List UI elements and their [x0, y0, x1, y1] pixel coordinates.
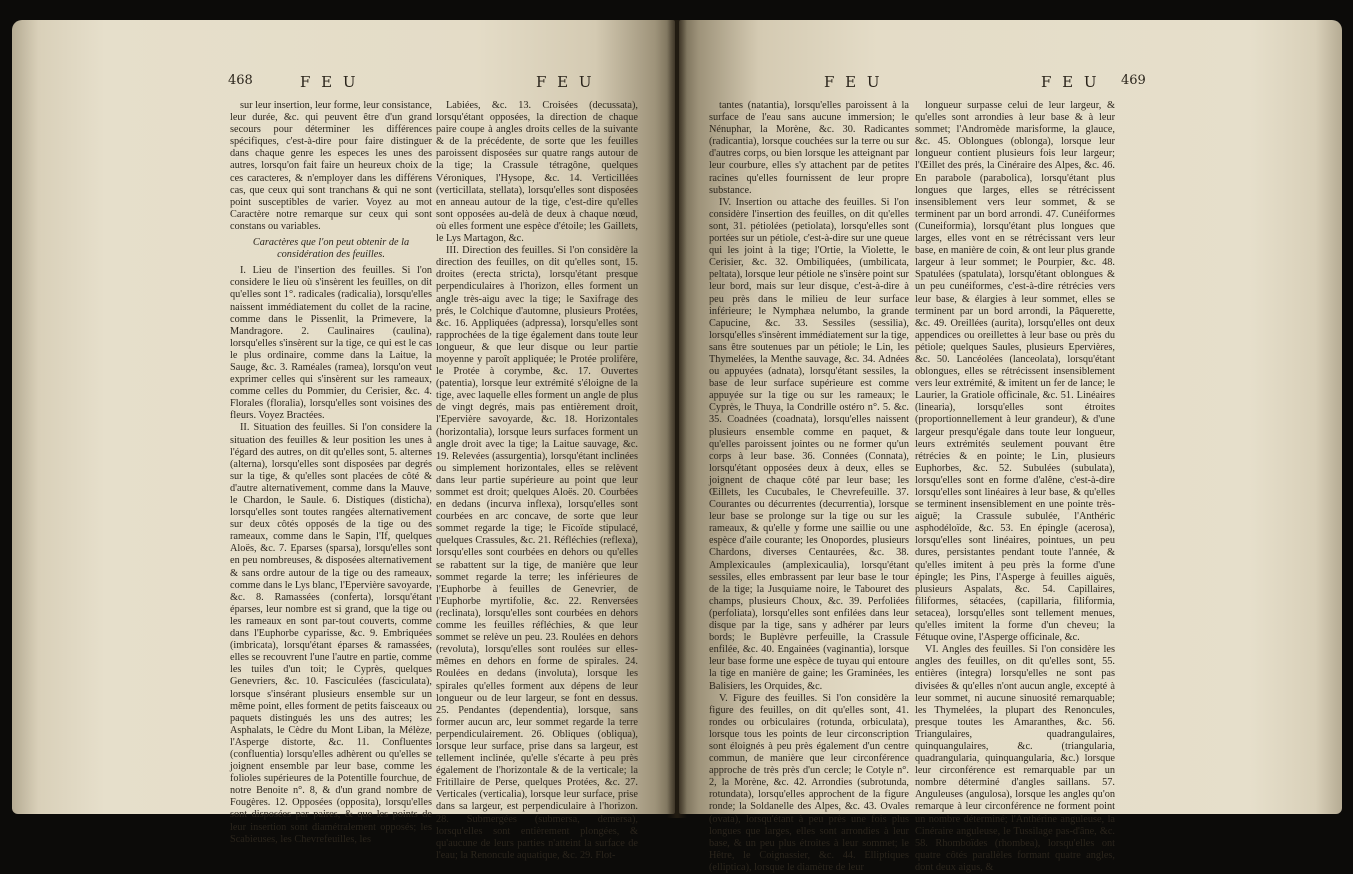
right-head-word-1: F E U [824, 73, 883, 91]
left-running-head [12, 73, 675, 95]
right-running-head [679, 73, 1342, 95]
right-head-word-2: F E U [1041, 73, 1100, 91]
left-page [12, 20, 675, 861]
col2-paragraph-1: Labiées, &c. 13. Croisées (decussata), lorsqu'étant opposées, la direction de chaque paire coupe à angles droits celles de la suivante & de la précédente, de sorte que les feuilles paroissent disposées sur quatre rangs autour de la tige; la Crassule tétragône, quelques Véroniques, l'Hysope, &c. 14. Verticillées (verticillata, stellata), lorsqu'elles sont disposées en anneau autour de la tige, c'est-dire qu'elles sont opposées au-delà de deux à chaque nœud, où elles forment une espèce d'étoile; les Gaillets, le Lys Martagon, &c. [436, 100, 638, 245]
col1-paragraph-1: sur leur insertion, leur forme, leur consistance, leur durée, &c. qui peuvent être d'un grand secours pour déterminer les différences spécifiques, c'est-à-dire pour faire distinguer dans chaque genre les especes les unes des autres, lorsqu'on fait faire un heureux choix de ces caracteres, & n'employer dans les différens cas, que ceux qui sont tranchans & qui ne sont point susceptibles de varier. Voyez au mot Caractère notre remarque sur ceux qui sont constans ou variables. [230, 100, 432, 232]
col3-paragraph-3: V. Figure des feuilles. Si l'on considère la figure des feuilles, on dit qu'elles sont, 41. rondes ou orbiculaires (rotunda, orbiculata), lorsque tous les points de leur circonscription sont éloignés à peu près également d'un centre commun, de manière que leur circonférence approche de très près d'un cercle; le Cotyle n°. 2, la Morène, &c. 42. Arrondies (subrotunda, rotundata), lorsqu'elles approchent de la figure ronde; la Soldanelle des Alpes, &c. 43. Ovales (ovata), lorsqu'étant à peu près une fois plus longues que larges, elles sont arrondies à leur base, & un peu plus étroites à leur sommet; le Hêtre, le Coignassier, &c. 44. Elliptiques (elliptica), lorsque le diamètre de leur [709, 692, 909, 873]
col4-paragraph-2: VI. Angles des feuilles. Si l'on considère les angles des feuilles, on dit qu'elles sont, 55. entières (integra) lorsqu'elles ne sont pas divisées & qu'elles n'ont aucun angle, excepté à leur sommet, ni aucune sinuosité remarquable; les Thymelées, la plupart des Renoncules, presque toutes les Amaranthes, &c. 56. Triangulaires, quadrangulaires, quinquangulaires, &c. (triangularia, quadrangularia, quinquangularia, &c.) lorsque leur circonférence est remarquable par un nombre déterminé d'angles saillans. 57. Anguleuses (angulosa), lorsque les angles qu'on remarque à leur circonférence ne forment point un nombre déterminé; l'Anthérine anguleuse, la Cinéraire anguleuse, le Tussilage pas-d'âne, &c. 58. Rhomboïdes (rhombea), lorsqu'elles ont quatre côtés parallèles formant quatre angles, dont deux aigus, & [915, 644, 1115, 873]
open-book [12, 20, 1342, 873]
col4-paragraph-1: longueur surpasse celui de leur largeur, & qu'elles sont arrondies à leur base & à leur sommet; l'Andromède marisforme, la glauce, &c. 45. Oblongues (oblonga), lorsque leur longueur contient plusieurs fois leur largeur; l'Œillet des prés, la Cinéraire des Alpes, &c. 46. En parabole (parabolica), lorsqu'étant plus longues que larges, elles se rétrécissent insensiblement vers leur sommet, & se terminent par un bord arrondi. 47. Cunéiformes (Cuneiformia), lorsqu'étant plus longues que larges, elles vont en se rétrécissant vers leur base, en manière de coin, & ont leur plus grande largeur à leur sommet; le Pourpier, &c. 48. Spatulées (spatulata), lorsqu'étant oblongues & un peu cunéiformes, c'est-à-dire rétrécies vers leur base, & élargies à leur sommet, elles se terminent par un bord arrondi, la Pâquerette, &c. 49. Oreillées (aurita), lorsqu'elles ont deux appendices ou oreillettes à leur base ou près du pétiole; quelques Saules, plusieurs Epervières, &c. 50. Lancéolées (lanceolata), lorsqu'étant oblongues, elles se rétrécissent insensiblement vers leur extrémité, & imitent un fer de lance; le Laurier, la Gratiole officinale, &c. 51. Linéaires (linearia), lorsqu'elles sont étroites (proportionnellement à leur grandeur), & d'une largeur presqu'égale dans toute leur longueur, leurs extrémités seulement pouvant être rétrécies & en pointe; le Lin, plusieurs Euphorbes, &c. 52. Subulées (subulata), lorsqu'elles sont en forme d'alêne, c'est-à-dire lorsqu'elles sont linéaires à leur base, & qu'elles se terminent insensiblement en une pointe très-aiguë; la Crassule subulée, l'Anthéric asphodéloïde, &c. 53. En épingle (acerosa), lorsqu'elles sont linéaires, pointues, un peu dures, persistantes pendant toute l'année, & qu'elles imitent à peu près la forme d'une épingle; les Pins, l'Asperge à feuilles aiguës, plusieurs Aspalats, &c. 54. Capillaires, filiformes, sétacées, (capillaria, filiformia, setacea), lorsqu'elles sont tellement menues, qu'elles imitent la forme d'un cheveu; la Fétuque ovine, l'Asperge officinale, &c. [915, 100, 1115, 644]
col2-paragraph-2: III. Direction des feuilles. Si l'on considère la direction des feuilles, on dit qu'elles sont, 15. droites (erecta stricta), lorsqu'étant presque perpendiculaires à l'horizon, elles forment un angle très-aigu avec la tige; le Saxifrage des prés, le Colchique d'automne, plusieurs Protées, &c. 16. Appliquées (adpressa), lorsqu'elles sont rapprochées de la tige également dans toute leur longueur, & que leur disque ou leur partie moyenne y paroît appliquée; le Protée prolifère, le Protée à corymbe, &c. 17. Ouvertes (patentia), lorsque leur extrémité s'éloigne de la tige, avec laquelle elles forment un angle de plus de vingt degrés, mais pas entièrement droit, l'Epervière savoyarde, &c. 18. Horizontales (horizontalia), lorsque leurs surfaces forment un angle droit avec la tige; la Laitue sauvage, &c. 19. Relevées (assurgentia), lorsqu'étant inclinées ou simplement horizontales, elles se relèvent dans leur partie supérieure au point que leur sommet est droit; quelques Aloës. 20. Courbées en dedans (incurva inflexa), lorsqu'elles sont courbées en arc concave, de sorte que leur sommet regarde la tige; le Ficoïde stipulacé, quelques Crassules, &c. 21. Réfléchies (reflexa), lorsqu'elles sont courbées en dehors ou qu'elles se rabattent sur la tige, de manière que leur sommet regarde la terre; les inférieures de l'Euphorbe à feuilles de Genevrier, de l'Euphorbe myrtifolie, &c. 22. Renversées (reclinata), lorsqu'elles sont courbées en dehors comme les feuilles réfléchies, & que leur sommet se relève un peu. 23. Roulées en dehors (revoluta), lorsqu'elles sont roulées sur elles-mêmes en dehors en forme de spirales. 24. Roulées en dedans (involuta), lorsque les spirales qu'elles forment aux dépens de leur longueur ou de leur largeur, se font en dessus. 25. Pendantes (dependentia), lorsque, sans former aucun arc, leur sommet regarde la terre perpendiculairement. 26. Obliques (obliqua), lorsque leur surface, prise dans sa largeur, est tellement inclinée, qu'elle s'écarte à peu près également de l'horizontale & de la verticale; la Fritillaire de Perse, quelques Protées, &c. 27. Verticales (verticalia), lorsque leur surface, prise dans sa largeur, est perpendiculaire à l'horizon. 28. Submergées (submersa, demersa), lorsqu'elles sont entièrement plongées, & qu'aucune de leurs parties n'atteint la surface de l'eau; la Renoncule aquatique, &c. 29. Flot- [436, 245, 638, 861]
column-1 [230, 100, 432, 845]
column-3 [709, 100, 909, 873]
col1-paragraph-3: I. Lieu de l'insertion des feuilles. Si l'on considere le lieu où s'insèrent les feuilles, on dit qu'elles sont 1°. radicales (radicalia), lorsqu'elles naissent immédiatement du collet de la racine, comme dans le Pissenlit, la Primevere, la Mandragore. 2. Caulinaires (caulina), lorsqu'elles s'insèrent sur la tige, ce qui est le cas le plus ordinaire, comme dans la Laitue, la Sauge, &c. 3. Raméales (ramea), lorsqu'on veut exprimer celles qui s'insèrent sur les rameaux, comme celles du Pommier, du Cerisier, &c. 4. Florales (floralia), lorsqu'elles sont voisines des fleurs. Voyez Bractées. [230, 265, 432, 422]
right-page [679, 20, 1342, 873]
col3-paragraph-1: tantes (natantia), lorsqu'elles paroissent à la surface de l'eau sans aucune immersion; le Nénuphar, la Morène, &c. 30. Radicantes (radicantia), lorsque couchées sur la terre ou sur d'autres corps, ou bien lorsque les atteignant par leur courbure, elles s'y attachent par de petites racines qu'elles fournissent de leur propre substance. [709, 100, 909, 196]
left-page-number: 468 [228, 73, 253, 88]
column-2 [436, 100, 638, 861]
left-head-word-1: F E U [300, 73, 359, 91]
book-gutter [667, 20, 687, 818]
left-head-word-2: F E U [536, 73, 595, 91]
right-page-number: 469 [1121, 73, 1146, 88]
column-4 [915, 100, 1115, 873]
col1-paragraph-2: Caractères que l'on peut obtenir de la considération des feuilles. [252, 237, 410, 261]
col1-paragraph-4: II. Situation des feuilles. Si l'on considere la situation des feuilles & leur position les unes à l'égard des autres, on dit qu'elles sont, 5. alternes (alterna), lorsqu'elles sont disposées par degrés sur la tige, & qu'elles sont placées de côté & d'autre alternativement, comme dans la Mauve, le Chardon, le Saule. 6. Distiques (disticha), lorsqu'elles sont toutes rangées alternativement sur deux côtés opposés de la tige ou des rameaux, comme dans le Sapin, l'If, quelques Aloës, &c. 7. Eparses (sparsa), lorsqu'elles sont en peu nombreuses, & disposées alternativement & sans ordre autour de la tige ou des rameaux, comme dans le Lys blanc, l'Epervière savoyarde, &c. 8. Ramassées (conferta), lorsqu'étant éparses, leur nombre est si grand, que la tige ou les rameaux en sont par-tout couverts, comme dans l'Euphorbe cyparisse, &c. 9. Embriquées (imbricata), lorsqu'étant éparses & ramassées, elles se recouvrent l'une l'autre en partie, comme les tuiles d'un toit; le Cyprès, quelques Genevriers, &c. 10. Fasciculées (fasciculata), lorsque s'insérant plusieurs ensemble sur un même point, elles forment de petits faisceaux ou paquets distingués les uns des autres; les Asphalats, le Cèdre du Mont Liban, la Mélèze, l'Asperge distorte, &c. 11. Confluentes (confluentia) lorsqu'elles adhèrent ou qu'elles se joignent ensemble par leur base, comme les folioles supérieures de la Potentille fourchue, de notre Benoite n°. 8, & d'un grand nombre de Fougères. 12. Opposées (opposita), lorsqu'elles sont disposées par paires, & que les points de leur insertion sont diamétralement opposés; les Scabieuses, les Chevrefeuilles, les [230, 422, 432, 845]
col3-paragraph-2: IV. Insertion ou attache des feuilles. Si l'on considère l'insertion des feuilles, on dit qu'elles sont, 31. pétiolées (petiolata), lorsqu'elles sont portées sur un pétiole, c'est-à-dire sur une queue qui les joint à la tige; l'Ortie, la Violette, le Cerisier, &c. 32. Ombiliquées, (umbilicata, peltata), lorsque leur pétiole ne s'insère point sur leur bord, mais sur leur disque, c'est-à-dire à peu près dans le milieu de leur surface inférieure; le Nymphæa nelumbo, la grande Capucine, &c. 33. Sessiles (sessilia), lorsqu'elles s'insèrent immédiatement sur la tige, sans être soutenues par un pétiole; le Lin, les Thymelées, la Menthe sauvage, &c. 34. Adnées ou appuyées (adnata), lorsqu'étant sessiles, la base de leur surface supérieure est comme appuyée sur la tige ou sur les rameaux; le Cyprès, le Thuya, la Condrille ostéro n°. 5. &c. 35. Coadnées (coadnata), lorsqu'elles naissent plusieurs ensemble comme en paquet, & qu'elles paroissent jointes ou ne former qu'un corps à leur base. 36. Connées (Connata), lorsqu'étant opposées deux à deux, elles se joignent de chaque côté par leur base; les Œillets, les Cucubales, le Chevrefeuille. 37. Courantes ou décurrentes (decurrentia), lorsque leur base se prolonge sur la tige ou sur les rameaux, & qu'elle y forme une saillie ou une espèce d'aile courante; les Onopordes, plusieurs Chardons, diverses Centaurées, &c. 38. Amplexicaules (amplexicaulia), lorsqu'étant sessiles, elles embrassent par leur base le tour de la tige; la Jusquiame noire, le Tabouret des champs, plusieurs Choux, &c. 39. Perfoliées (perfoliata), lorsqu'elles sont enfilées dans leur disque par la tige, sans y adhérer par leurs bords; le Buplèvre perfeuille, la Crassule enfilée, &c. 40. Engainées (vaginantia), lorsque leur base forme une espèce de tuyau qui entoure la tige en manière de gaine; les Graminées, les Balisiers, les Orquides, &c. [709, 196, 909, 692]
